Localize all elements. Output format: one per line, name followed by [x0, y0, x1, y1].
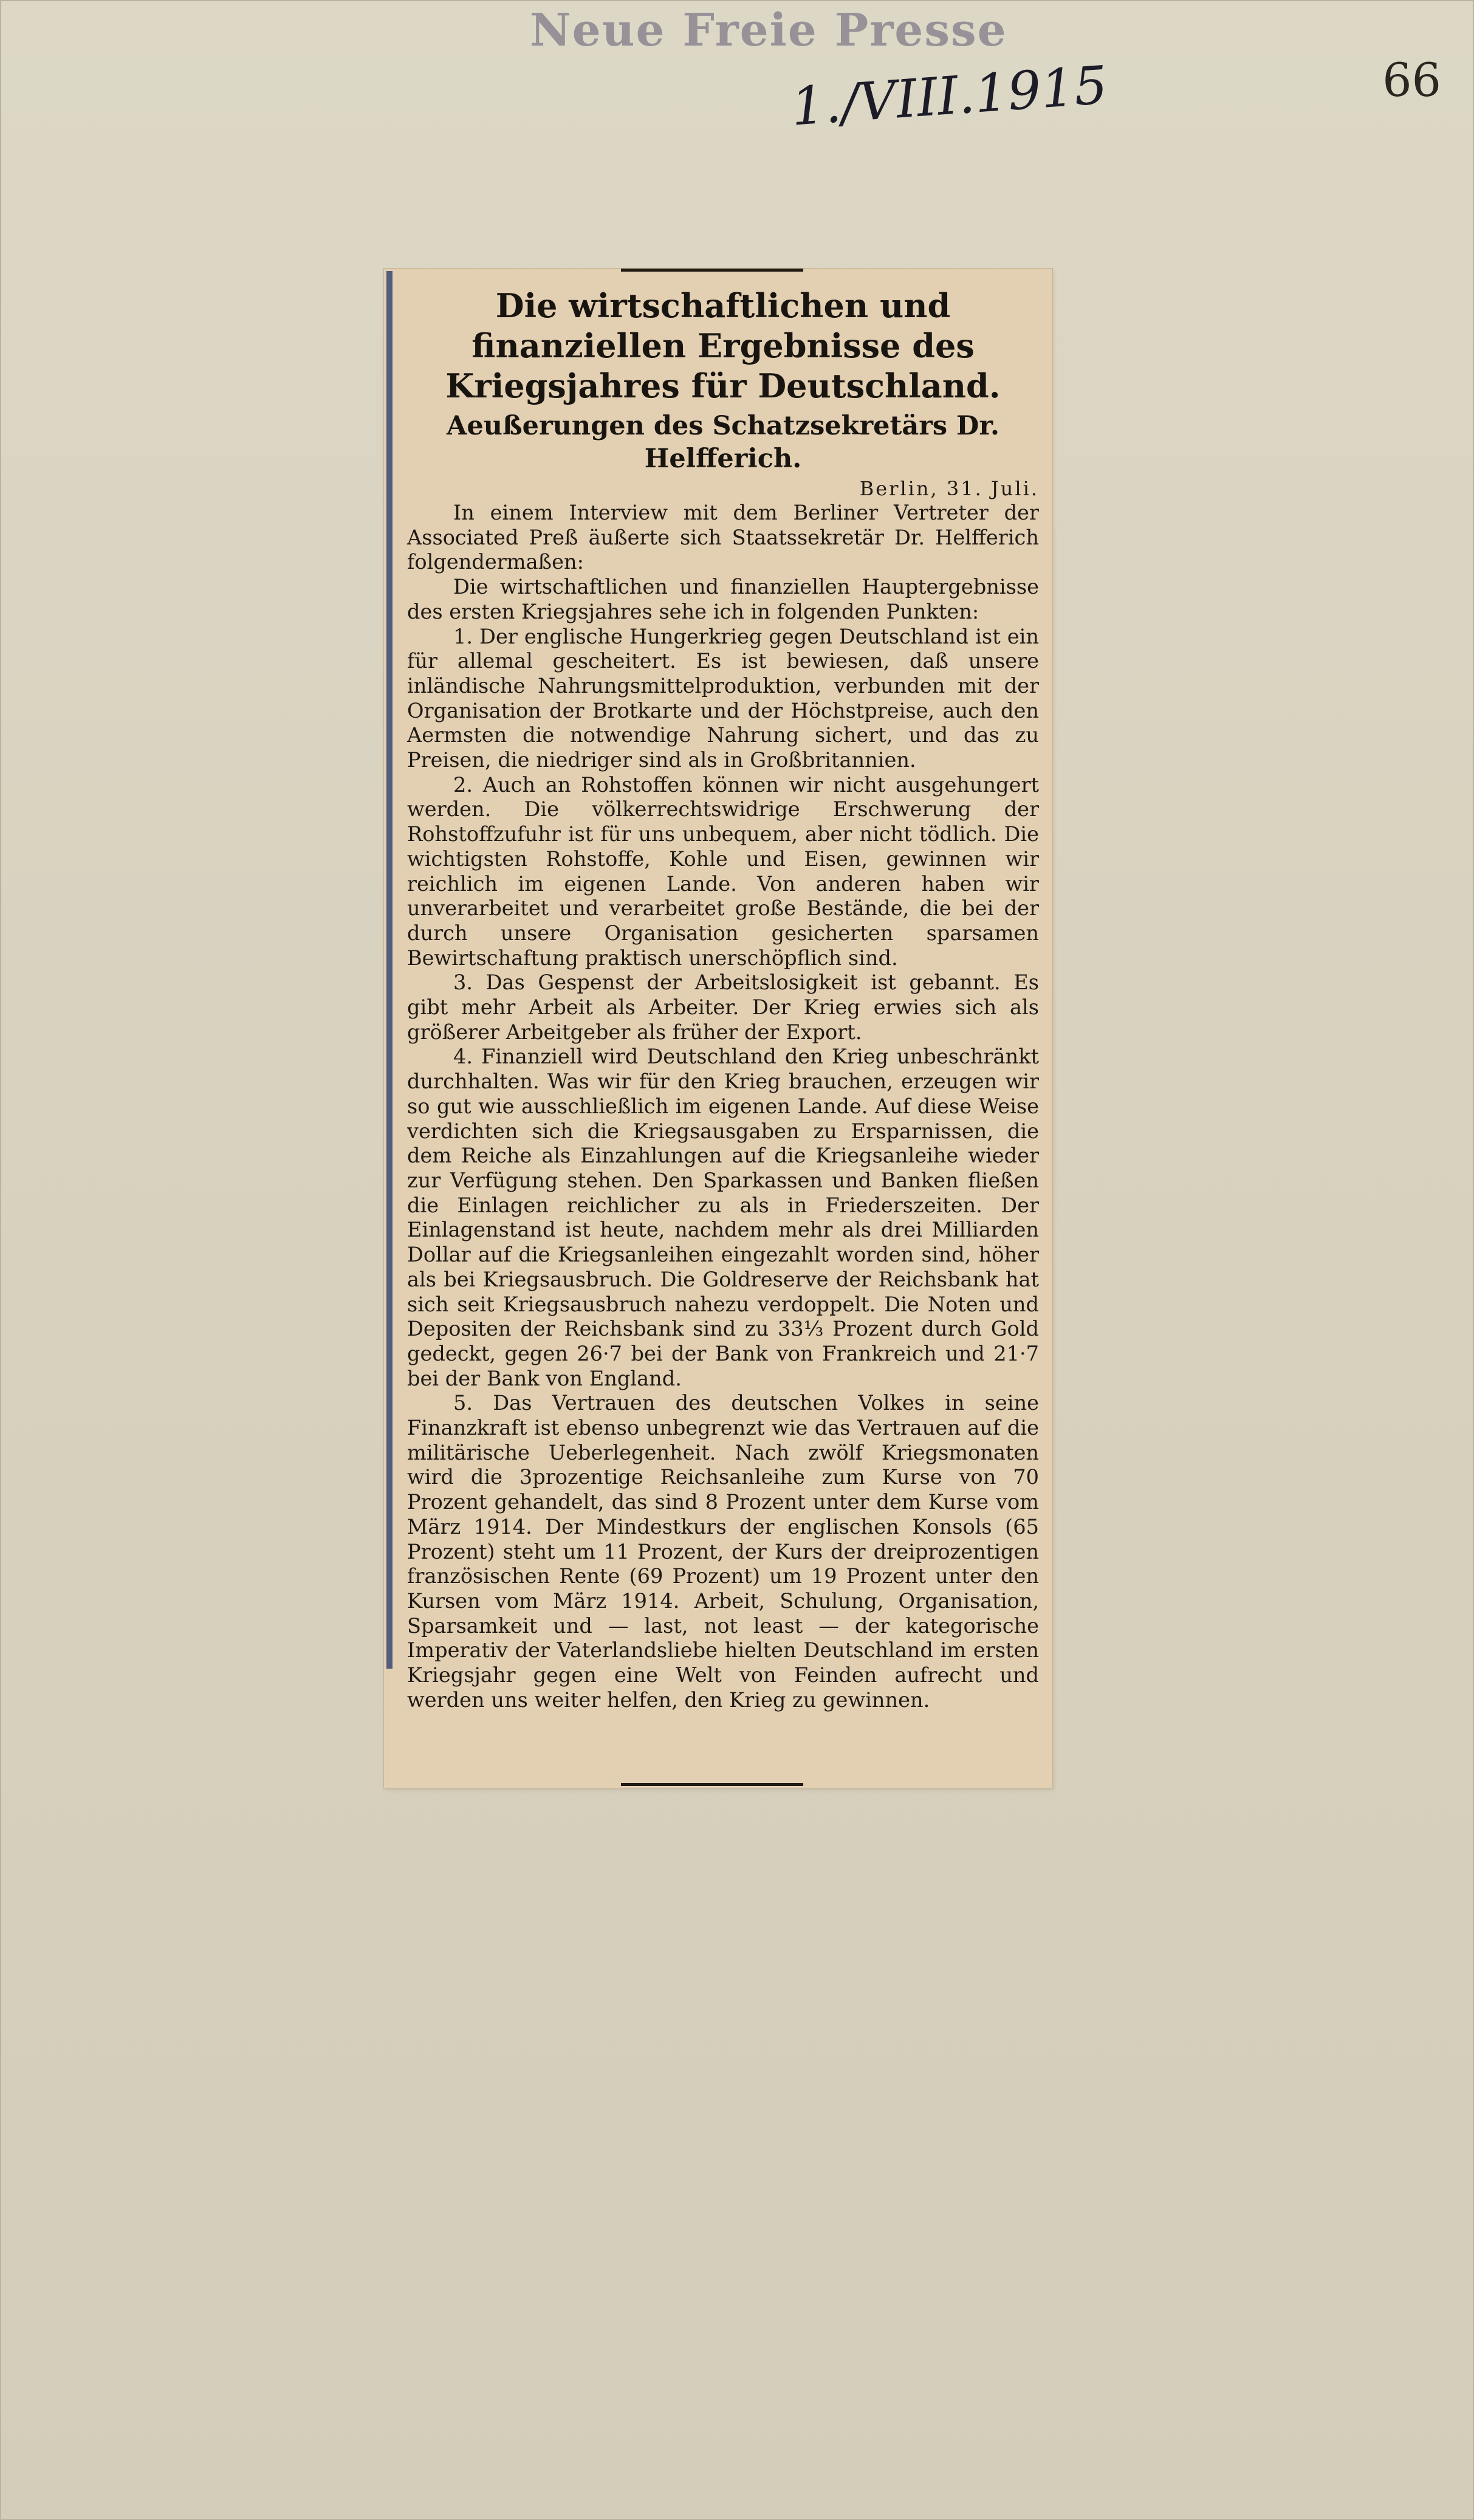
- article-paragraph: 5. Das Vertrauen des deutschen Volkes in seine Finanzkraft ist ebenso unbegrenzt wie das Vertrauen auf die militärische Ueberlegenheit. Nach zwölf Kriegsmonaten wird die 3prozentige Reichsanleihe zum Kurse von 70 Prozent gehandelt, das sind 8 Prozent unter dem Kurse vom März 1914. Der Mindestkurs der englischen Konsols (65 Prozent) steht um 11 Prozent, der Kurs der dreiprozentigen französischen Rente (69 Prozent) um 19 Prozent unter den Kursen vom März 1914. Arbeit, Schulung, Organisation, Sparsamkeit und — last, not least — der kategorische Imperativ der Vaterlandsliebe hielten Deutschland im ersten Kriegsjahr gegen eine Welt von Feinden aufrecht und werden uns weiter helfen, den Krieg zu gewinnen.: [407, 1391, 1039, 1712]
- page-number: 66: [1382, 53, 1441, 107]
- article-paragraph: 3. Das Gespenst der Arbeitslosigkeit ist gebannt. Es gibt mehr Arbeit als Arbeiter. Der Krieg erwies sich als größerer Arbeitgeber als früher der Export.: [407, 970, 1039, 1044]
- article-subheadline: Aeußerungen des Schatzsekretärs Dr. Helfferich.: [447, 411, 999, 474]
- newspaper-clipping: [384, 269, 1052, 1788]
- bottom-rule: [621, 1783, 803, 1786]
- article-paragraph: 1. Der englische Hungerkrieg gegen Deutschland ist ein für allemal gescheitert. Es ist bewiesen, daß unsere inländische Nahrungsmittelproduktion, verbunden mit der Organisation der Brotkarte und der Höchstpreise, auch den Aermsten die notwendige Nahrung sichert, und das zu Preisen, die niedriger sind als in Großbritannien.: [407, 624, 1039, 772]
- article-paragraph: Die wirtschaftlichen und finanziellen Hauptergebnisse des ersten Kriegsjahres sehe ich in folgenden Punkten:: [407, 575, 1039, 623]
- article-paragraph: In einem Interview mit dem Berliner Vertreter der Associated Preß äußerte sich Staatssekretär Dr. Helfferich folgendermaßen:: [407, 501, 1039, 574]
- clipping-edge-mark: [386, 271, 392, 1669]
- article-dateline: Berlin, 31. Juli.: [859, 477, 1039, 500]
- top-rule: [621, 269, 803, 272]
- article-headline: Die wirtschaftlichen und finanziellen Ergebnisse des Kriegsjahres für Deutschland.: [445, 286, 1001, 405]
- newspaper-stamp: Neue Freie Presse: [530, 4, 1007, 57]
- handwritten-date: 1./VIII.1915: [789, 55, 1109, 138]
- article-paragraph: 4. Finanziell wird Deutschland den Krieg unbeschränkt durchhalten. Was wir für den Krieg brauchen, erzeugen wir so gut wie ausschließlich im eigenen Lande. Auf diese Weise verdichten sich die Kriegsausgaben zu Ersparnissen, die dem Reiche als Einzahlungen auf die Kriegsanleihe wieder zur Verfügung stehen. Den Sparkassen und Banken fließen die Einlagen reichlicher zu als in Friederszeiten. Der Einlagenstand ist heute, nachdem mehr als drei Milliarden Dollar auf die Kriegsanleihen eingezahlt worden sind, höher als bei Kriegsausbruch. Die Goldreserve der Reichsbank hat sich seit Kriegsausbruch nahezu verdoppelt. Die Noten und Depositen der Reichsbank sind zu 33⅓ Prozent durch Gold gedeckt, gegen 26·7 bei der Bank von Frankreich und 21·7 bei der Bank von England.: [407, 1045, 1039, 1390]
- article-paragraph: 2. Auch an Rohstoffen können wir nicht ausgehungert werden. Die völkerrechtswidrige Erschwerung der Rohstoffzufuhr ist für uns unbequem, aber nicht tödlich. Die wichtigsten Rohstoffe, Kohle und Eisen, gewinnen wir reichlich im eigenen Lande. Von anderen haben wir unverarbeitet und verarbeitet große Bestände, die bei der durch unsere Organisation gesicherten sparsamen Bewirtschaftung praktisch unerschöpflich sind.: [407, 772, 1039, 970]
